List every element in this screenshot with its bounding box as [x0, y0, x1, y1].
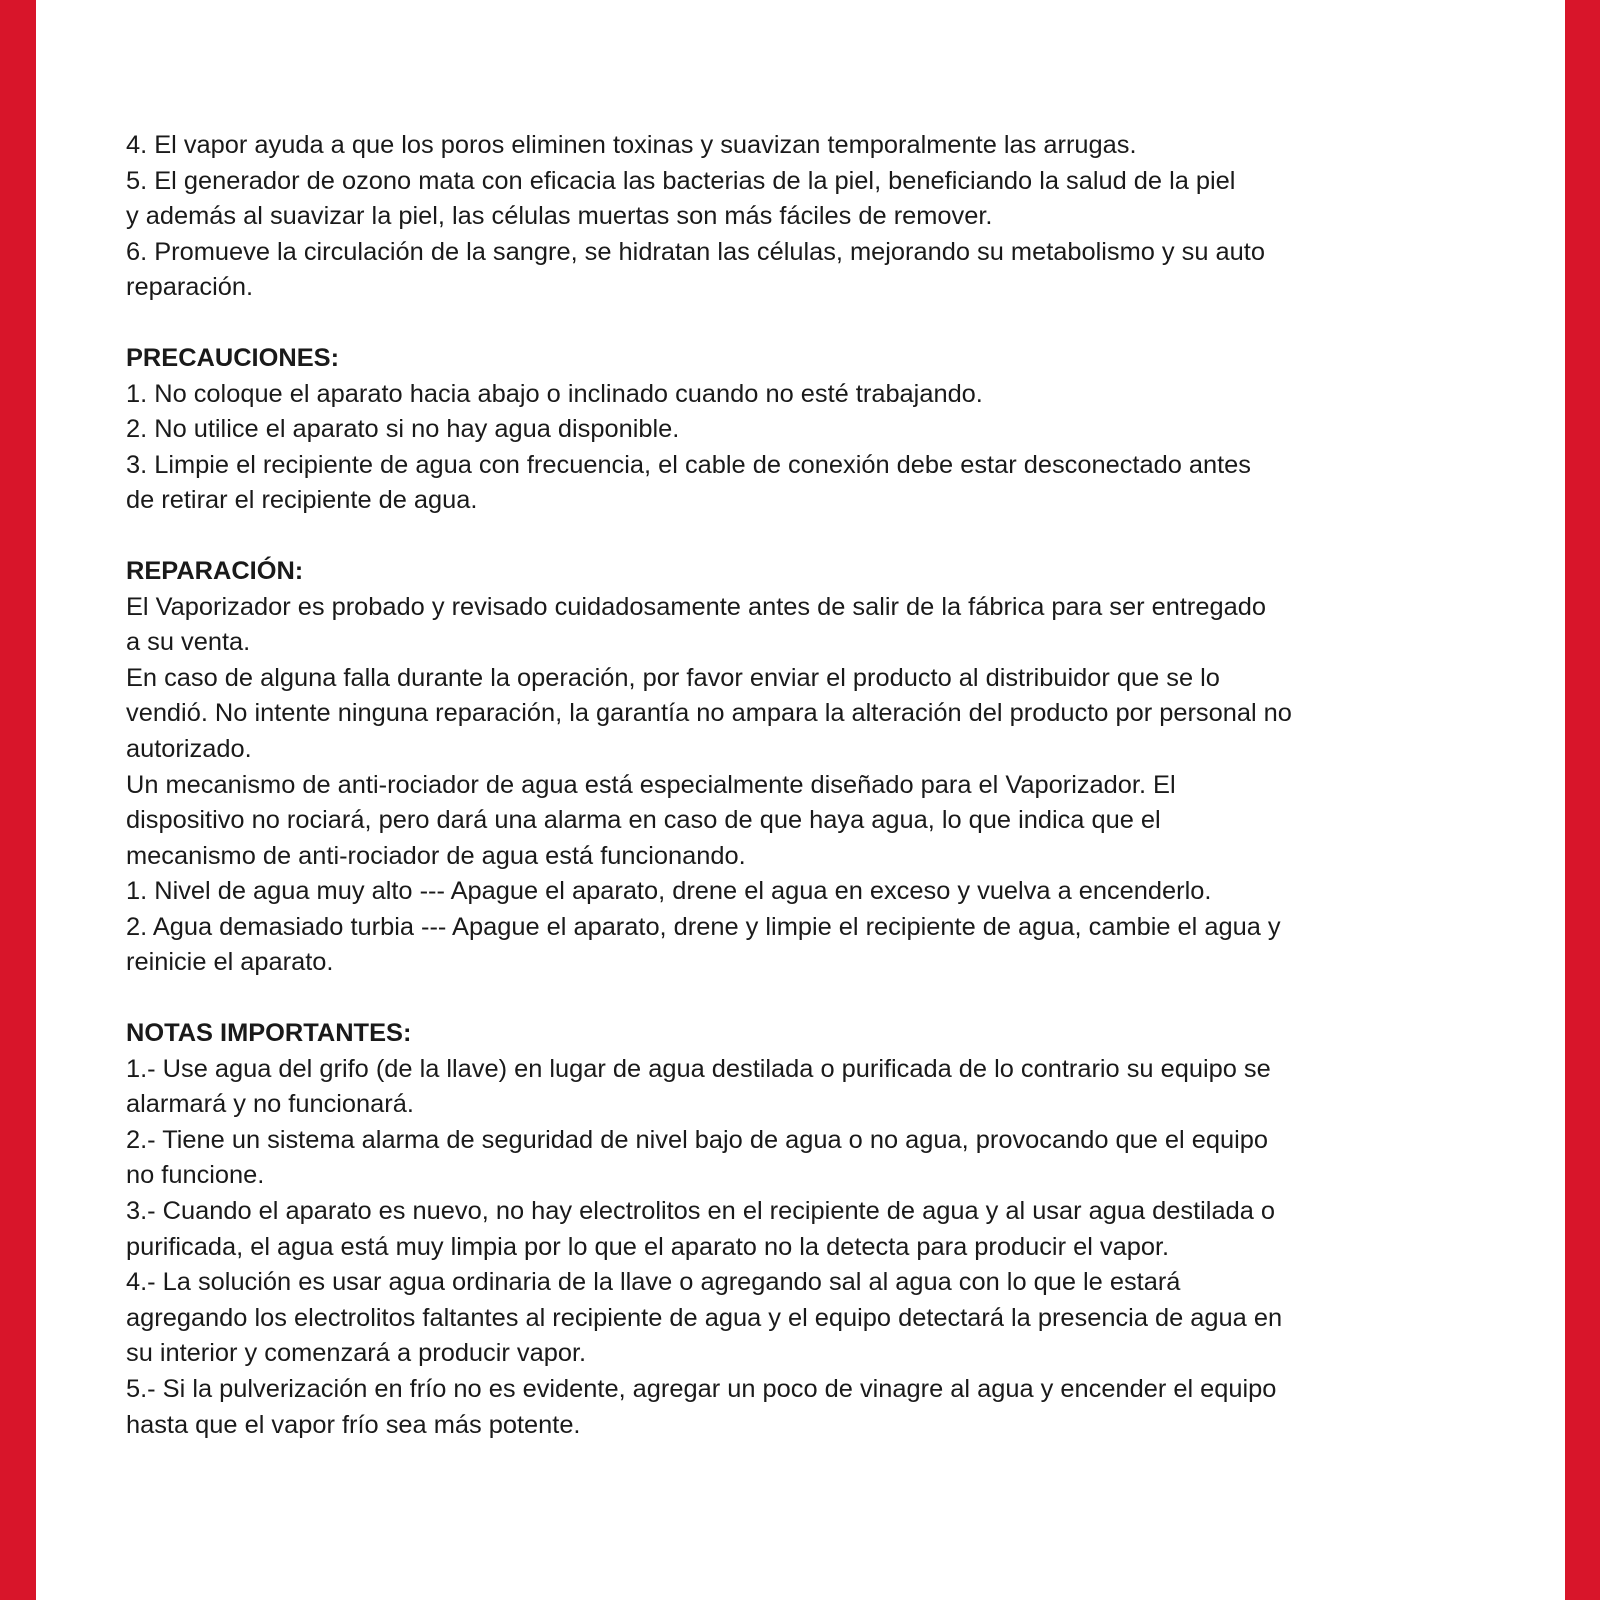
reparacion-paragraph-2: En caso de alguna falla durante la operación, por favor enviar el producto al distribuidor que se lo vendió. No intente ninguna reparación, la garantía no ampara la alteración del producto por personal no autorizado.	[126, 663, 1292, 763]
intro-section	[126, 128, 1516, 306]
precaucion-item-3: 3. Limpie el recipiente de agua con frecuencia, el cable de conexión debe estar desconectado antes de retirar el recipiente de agua.	[126, 450, 1251, 515]
reparacion-paragraph-3: Un mecanismo de anti-rociador de agua está especialmente diseñado para el Vaporizador. El dispositivo no rociará, pero dará una alarma en caso de que haya agua, lo que indica que el mecanismo de anti-rociador de agua está funcionando.	[126, 770, 1176, 870]
document-body	[126, 128, 1516, 1443]
nota-item-3: 3.- Cuando el aparato es nuevo, no hay electrolitos en el recipiente de agua y al usar agua destilada o purificada, el agua está muy limpia por lo que el aparato no la detecta para producir el vapor.	[126, 1197, 1275, 1261]
intro-item-4: 4. El vapor ayuda a que los poros eliminen toxinas y suavizan temporalmente las arrugas.	[126, 131, 1137, 159]
reparacion-section	[126, 554, 1516, 981]
reparacion-item-1: 1. Nivel de agua muy alto --- Apague el aparato, drene el agua en exceso y vuelva a encenderlo.	[126, 877, 1212, 906]
intro-item-6: 6. Promueve la circulación de la sangre, se hidratan las células, mejorando su metabolismo y su auto reparación.	[126, 237, 1265, 302]
reparacion-item-2: 2. Agua demasiado turbia --- Apague el aparato, drene y limpie el recipiente de agua, cambie el agua y reinicie el aparato.	[126, 912, 1281, 977]
left-red-border	[0, 0, 36, 1600]
nota-item-1: 1.- Use agua del grifo (de la llave) en lugar de agua destilada o purificada de lo contrario su equipo se alarmará y no funcionará.	[126, 1054, 1271, 1119]
precauciones-heading: PRECAUCIONES:	[126, 343, 340, 372]
reparacion-heading: REPARACIÓN:	[126, 556, 304, 585]
nota-item-2: 2.- Tiene un sistema alarma de seguridad de nivel bajo de agua o no agua, provocando que el equipo no funcione.	[126, 1125, 1268, 1190]
right-red-border	[1565, 0, 1600, 1600]
precauciones-section	[126, 341, 1516, 519]
notas-section	[126, 1016, 1516, 1443]
notas-heading: NOTAS IMPORTANTES:	[126, 1019, 412, 1048]
intro-item-5: 5. El generador de ozono mata con eficacia las bacterias de la piel, beneficiando la salud de la piel y además al suavizar la piel, las células muertas son más fáciles de remover.	[126, 166, 1236, 231]
nota-item-4: 4.- La solución es usar agua ordinaria de la llave o agregando sal al agua con lo que le estará agregando los electrolitos faltantes al recipiente de agua y el equipo detectará la presencia de agua en su interior y comenzará a producir vapor.	[126, 1268, 1283, 1368]
reparacion-paragraph-1: El Vaporizador es probado y revisado cuidadosamente antes de salir de la fábrica para ser entregado a su venta.	[126, 592, 1266, 657]
precaucion-item-1: 1. No coloque el aparato hacia abajo o inclinado cuando no esté trabajando.	[126, 379, 983, 408]
nota-item-5: 5.- Si la pulverización en frío no es evidente, agregar un poco de vinagre al agua y encender el equipo hasta que el vapor frío sea más potente.	[126, 1375, 1277, 1439]
precaucion-item-2: 2. No utilice el aparato si no hay agua disponible.	[126, 415, 680, 444]
